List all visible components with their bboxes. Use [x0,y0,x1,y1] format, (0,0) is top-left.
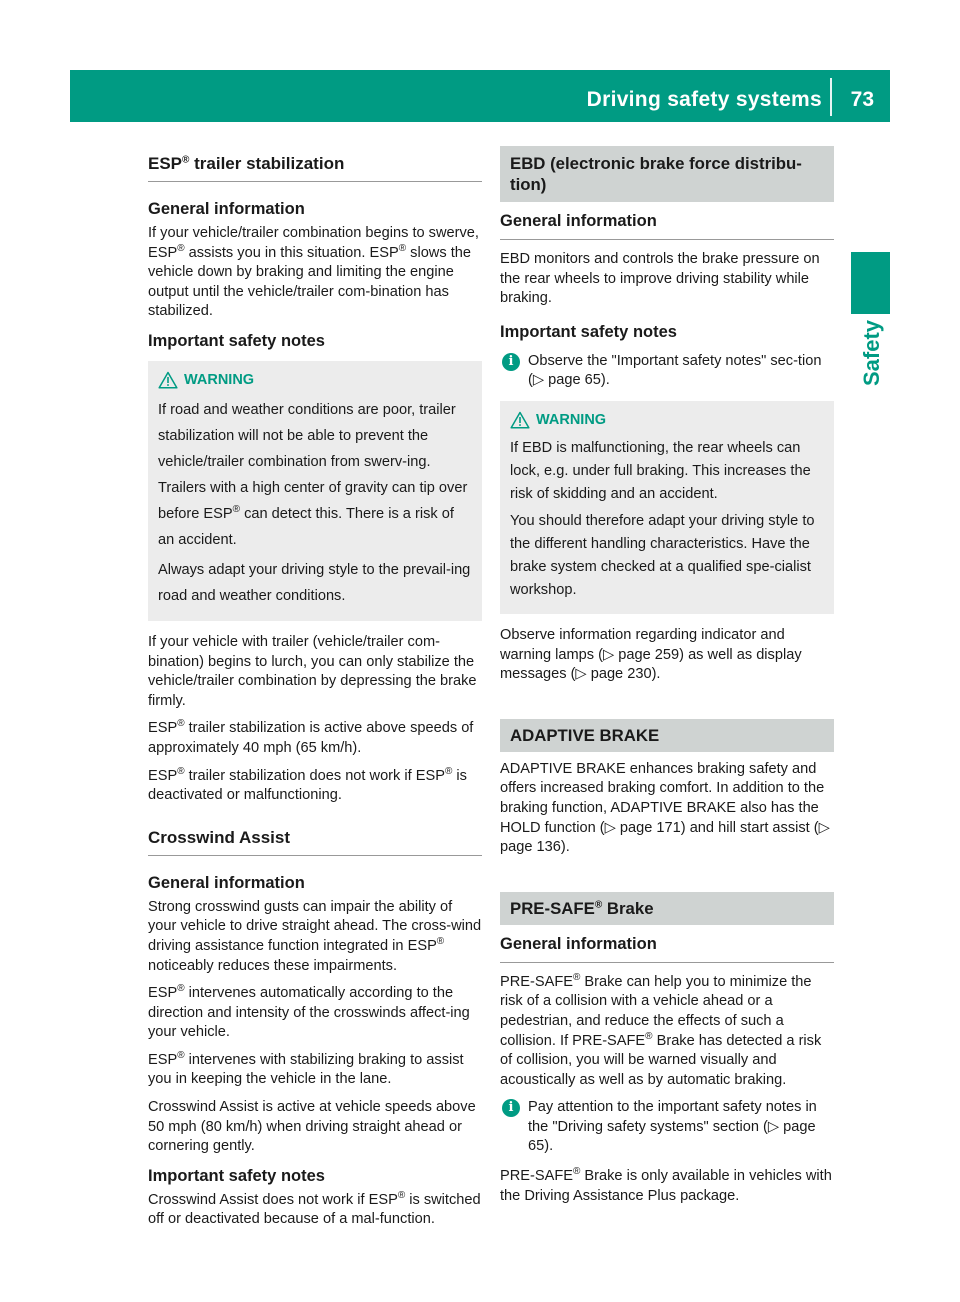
info-text: Pay attention to the important safety notes in the "Driving safety systems" section (▷ page 65). [528,1099,817,1155]
info-note [500,352,834,391]
paragraph: ESP® intervenes automatically according to the direction and intensity of the crosswinds affect-ing your vehicle. [148,983,470,1041]
paragraph: Crosswind Assist is active at vehicle speeds above 50 mph (80 km/h) when driving straight ahead or cornering gently. [148,1099,476,1155]
header-title: Driving safety systems [586,88,822,111]
warning-triangle-icon [158,371,178,389]
warning-text: If EBD is malfunctioning, the rear wheels can lock, e.g. under full braking. This increases the risk of skidding and an accident. [510,439,811,502]
subheading-general-info: General information [500,935,834,963]
info-text: Observe the "Important safety notes" sec-tion (▷ page 65). [528,352,822,389]
section-title-crosswind: Crosswind Assist [148,814,482,856]
warning-box [148,361,482,621]
warning-text: You should therefore adapt your driving style to the different handling characteristics. Have the brake system checked at a qualified spe-cialist workshop. [510,512,815,598]
section-title-esp-trailer: ESP® trailer stabilization [148,140,482,182]
paragraph: ADAPTIVE BRAKE enhances braking safety and offers increased braking comfort. In addition to the braking function, ADAPTIVE BRAKE also has the HOLD function (▷ page 171) and hill start assist (▷ page 136). [500,760,830,856]
warning-box [500,401,834,614]
warning-text: If road and weather conditions are poor, trailer stabilization will not be able to prevent the vehicle/trailer combination from swerv-ing. Trailers with a high center of gravity can tip over before ESP® can detect this. There is a risk of an accident. [158,401,468,548]
paragraph: PRE-SAFE® Brake can help you to minimize the risk of a collision with a vehicle ahead or a pedestrian, and reduce the effects of such a collision. If PRE-SAFE® Brake has detected a risk of collision, you will be warned visually and acoustically as well as by automatic braking. [500,971,822,1088]
subheading-safety-notes: Important safety notes [500,322,677,341]
side-tab-label: Safety [859,319,884,387]
subheading-safety-notes: Important safety notes [148,331,325,350]
right-column [500,146,834,1214]
warning-label: WARNING [536,411,607,428]
paragraph: Crosswind Assist does not work if ESP® is switched off or deactivated because of a mal-function. [148,1189,481,1228]
paragraph: If your vehicle with trailer (vehicle/trailer com-bination) begins to lurch, you can only stabilize the vehicle/trailer combination by depressing the brake firmly. [148,633,477,709]
header-divider [830,78,832,116]
section-title-adaptive-brake: ADAPTIVE BRAKE [500,719,834,752]
paragraph: If your vehicle/trailer combination begins to swerve, ESP® assists you in this situation. ESP® slows the vehicle down by braking and limiting the engine output until the vehicle/trailer com-bination has stabilized. [148,225,479,320]
section-title-pre-safe-brake: PRE-SAFE® Brake [500,892,834,925]
paragraph: ESP® trailer stabilization does not work if ESP® is deactivated or malfunctioning. [148,765,467,804]
paragraph: Observe information regarding indicator and warning lamps (▷ page 259) as well as display messages (▷ page 230). [500,626,802,683]
page-header [70,70,890,122]
paragraph: EBD monitors and controls the brake pressure on the rear wheels to improve driving stability while braking. [500,251,820,307]
paragraph: ESP® intervenes with stabilizing braking to assist you in keeping the vehicle in the lane. [148,1050,464,1088]
subheading-safety-notes: Important safety notes [148,1166,325,1185]
side-tab-marker [851,252,890,314]
info-note [500,1098,834,1157]
subheading-general-info: General information [148,873,305,892]
subheading-general-info: General information [500,212,834,240]
paragraph: PRE-SAFE® Brake is only available in vehicles with the Driving Assistance Plus package. [500,1166,832,1204]
page-number: 73 [850,88,874,111]
section-title-ebd: EBD (electronic brake force distribu-tion) [500,146,834,202]
left-column [148,140,482,1238]
warning-text: Always adapt your driving style to the prevail-ing road and weather conditions. [158,561,471,604]
warning-label: WARNING [184,371,255,388]
warning-triangle-icon [510,411,530,429]
subheading-general-info: General information [148,200,305,218]
info-icon: i [502,353,520,371]
paragraph: ESP® trailer stabilization is active above speeds of approximately 40 mph (65 km/h). [148,718,474,756]
paragraph: Strong crosswind gusts can impair the ability of your vehicle to drive straight ahead. The cross-wind driving assistance function integrated in ESP® noticeably reduces these impairments. [148,898,482,974]
info-icon: i [502,1099,520,1117]
